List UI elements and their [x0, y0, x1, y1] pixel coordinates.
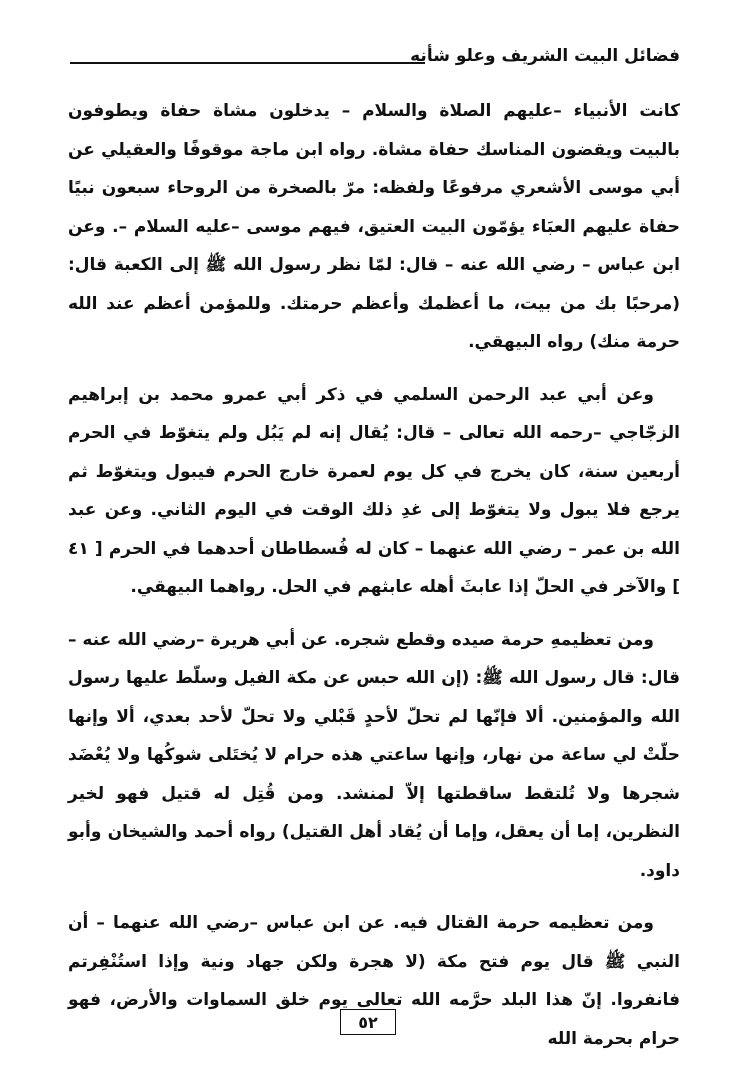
- paragraph-1: كانت الأنبياء –عليهم الصلاة والسلام – يدخلون مشاة حفاة ويطوفون بالبيت ويقضون المناسك حفاة مشاة. رواه ابن ماجة موقوفًا والعقيلي عن أبي موسى الأشعري مرفوعًا ولفظه: مرّ بالصخرة من الروحاء سبعون نبيًا حفاة عليهم العبَاء يؤمّون البيت العتيق، فيهم موسى –عليه السلام –. وعن ابن عباس – رضي الله عنه – قال: لمّا نظر رسول الله ﷺ إلى الكعبة قال: (مرحبًا بك من بيت، ما أعظمك وأعظم حرمتك. وللمؤمن أعظم عند الله حرمة منك) رواه البيهقي.: [68, 101, 680, 352]
- header-title: فضائل البيت الشريف وعلو شأنه: [410, 46, 680, 66]
- body-text: [68, 92, 680, 1072]
- page-number: ٥٢: [340, 1009, 396, 1035]
- running-header: [70, 40, 680, 72]
- paragraph-3: ومن تعظيمهِ حرمة صيده وقطع شجره. عن أبي هريرة –رضي الله عنه – قال: قال رسول الله ﷺ: (إن الله حبس عن مكة الفيل وسلّط عليها رسول الله والمؤمنين. ألا فإنّها لم تحلّ لأحدٍ قَبْلي ولا تحلّ لأحد بعدي، ألا وإنها حلّتْ لي ساعة من نهار، وإنها ساعتي هذه حرام لا يُختَلى شوكُها ولا يُعْضَد شجرها ولا تُلتقط ساقطتها إلاّ لمنشد. ومن قُتِل له قتيل فهو لخير النظرين، إما أن يعقل، وإما أن يُقاد أهل القتيل) رواه أحمد والشيخان وأبو داود.: [68, 629, 680, 881]
- paragraph-2: وعن أبي عبد الرحمن السلمي في ذكر أبي عمرو محمد بن إبراهيم الزجّاجي –رحمه الله تعالى – قال: يُقال إنه لم يَبُل ولم يتغوّط في الحرم أربعين سنة، كان يخرج في كل يوم لعمرة خارج الحرم فيبول ويتغوّط ثم يرجع فلا يبول ولا يتغوّط إلى غدِ ذلك الوقت في اليوم الثاني. وعن عبد الله بن عمر – رضي الله عنهما – كان له فُسطاطان أحدهما في الحرم [ ٤١ ] والآخر في الحلّ إذا عابثَ أهله عابثهم في الحل. رواهما البيهقي.: [68, 384, 680, 597]
- paragraph-4: ومن تعظيمه حرمة القتال فيه. عن ابن عباس –رضي الله عنهما – أن النبي ﷺ قال يوم فتح مكة (لا هجرة ولكن جهاد ونية وإذا استُنْفِرتم فانفروا. إنّ هذا البلد حرَّمه الله تعالى يوم خلق السماوات والأرض، فهو حرام بحرمة الله: [68, 913, 680, 1049]
- header-rule: [70, 62, 425, 64]
